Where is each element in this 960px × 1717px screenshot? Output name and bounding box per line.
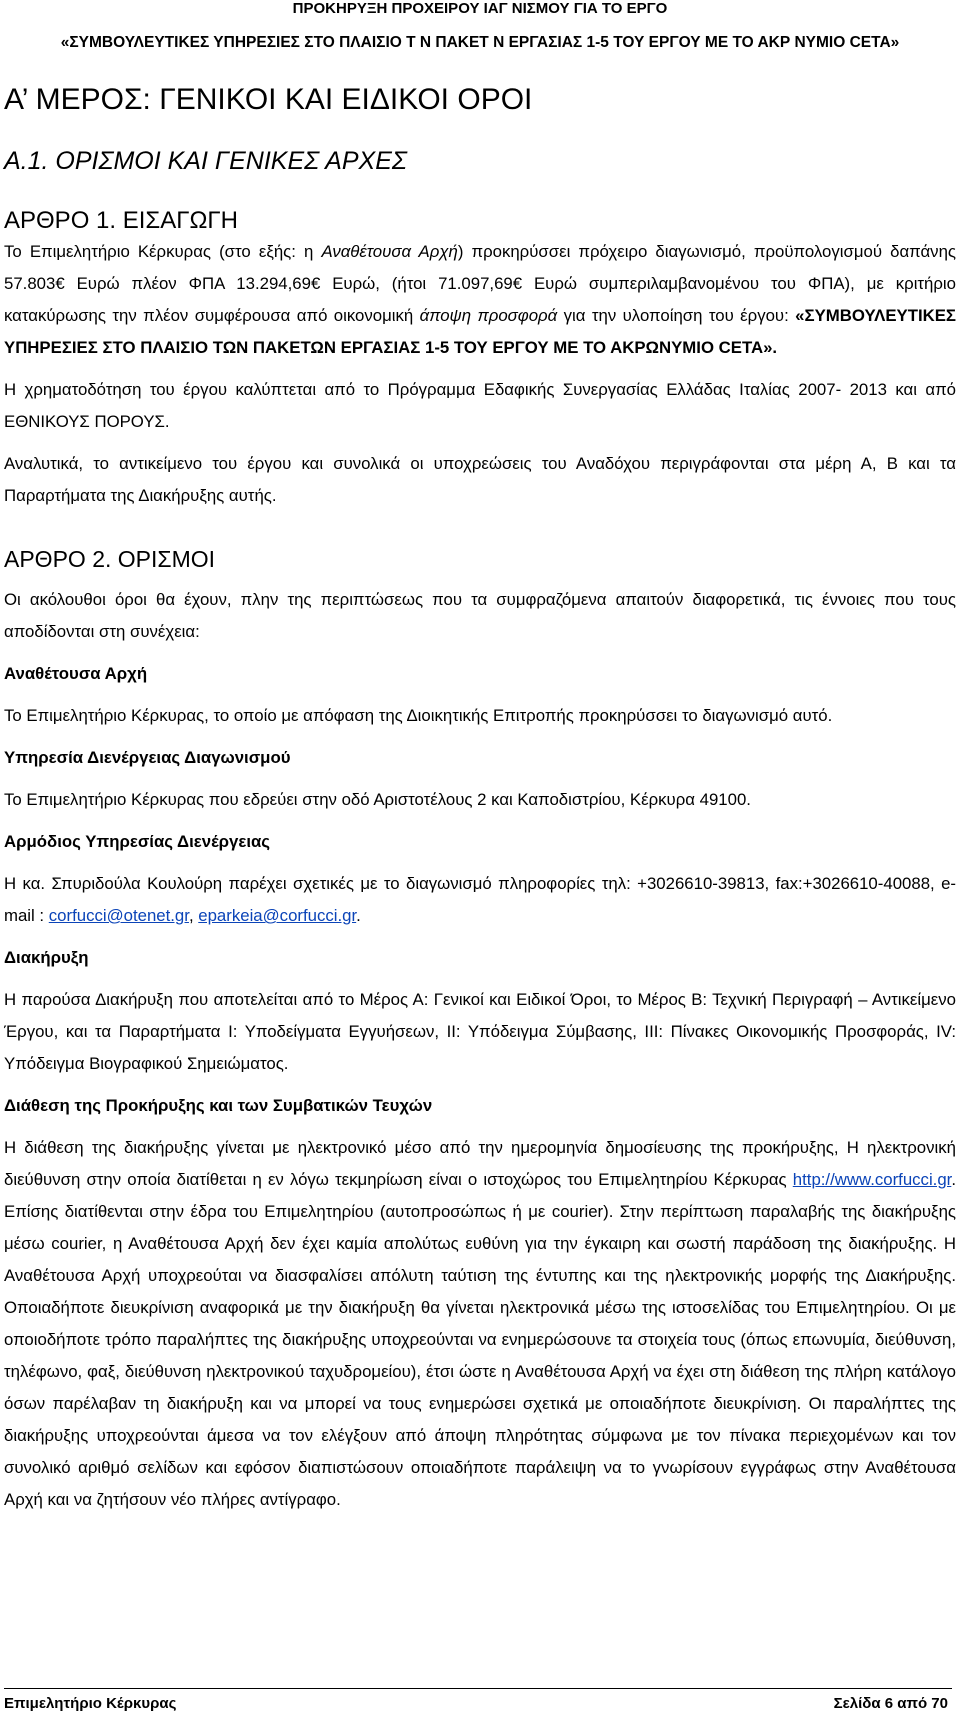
section-title: Α.1. ΟΡΙΣΜΟΙ ΚΑΙ ΓΕΝΙΚΕΣ ΑΡΧΕΣ [4, 147, 407, 175]
website-link[interactable]: http://www.corfucci.gr [792, 1170, 952, 1189]
definition-contracting-authority: Το Επιμελητήριο Κέρκυρας, το οποίο με απόφαση της Διοικητικής Επιτροπής προκηρύσσει το διαγωνισμό αυτό. [4, 706, 833, 725]
text-run: Το Επιμελητήριο Κέρκυρας (στο εξής: η [4, 242, 322, 261]
text-run: . Επίσης διατίθενται στην έδρα του Επιμελητηρίου (αυτοπροσώπως ή με courier). Στην περίπτωση παραλαβής της διακήρυξης μέσω courier, η Αναθέτουσα Αρχή δεν έχει καμία απολύτως ευθύνη για την έγκαιρη και σωστή παράδοση της διακήρυξης. Η Αναθέτουσα Αρχή υποχρεούται να διασφαλίσει απόλυτη ταύτιση της έντυπης και της ηλεκτρονικής μορφής της Διακήρυξης. Οποιαδήποτε διευκρίνιση αναφορικά με την διακήρυξη θα γίνεται ηλεκτρονικά μέσω της ιστοσελίδας του Επιμελητηρίου. Οι με οποιοδήποτε τρόπο παραλήπτες της διακήρυξης υποχρεούνται να ενημερώσουνε τα στοιχεία τους (όπως επωνυμία, διεύθυνση, τηλέφωνο, φαξ, διεύθυνση ηλεκτρονικού ταχυδρομείου), έτσι ώστε η Αναθέτουσα Αρχή να έχει στη διάθεση της πλήρη κατάλογο όσων παρέλαβαν τη διακήρυξη και να μπορεί να τους ενημερώσει σχετικά με οποιαδήποτε διευκρίνιση. Οι παραλήπτες της διακήρυξης υποχρεούνται άμεσα να τον ελέγξουν από άποψη πληρότητας σύμφωνα με τον πίνακα περιεχομένων και τον συνολικό αριθμό σελίδων και εφόσον διαπιστώσουν οποιαδήποτε παράλειψη να το γνωρίσουν εγγράφως στην Αναθέτουσα Αρχή και να ζητήσουν νέο πλήρες αντίγραφο. [4, 1170, 956, 1509]
term-availability: Διάθεση της Προκήρυξης και των Συμβατικών Τευχών [4, 1096, 433, 1115]
article-1-paragraph-2: Η χρηματοδότηση του έργου καλύπτεται από το Πρόγραμμα Εδαφικής Συνεργασίας Ελλάδας Ιταλίας 2007- 2013 και από ΕΘΝΙΚΟΥΣ ΠΟΡΟΥΣ. [4, 380, 956, 431]
part-title: Α’ ΜΕΡΟΣ: ΓΕΝΙΚΟΙ ΚΑΙ ΕΙΔΙΚΟΙ ΟΡΟΙ [4, 83, 533, 116]
term-conducting-service: Υπηρεσία Διενέργειας Διαγωνισμού [4, 748, 291, 767]
definition-availability [4, 1132, 956, 1516]
footer-organization: Επιμελητήριο Κέρκυρας [4, 1695, 177, 1712]
project-title-bold: «ΣΥΜΒΟΥΛΕΥΤΙΚΕΣ ΥΠΗΡΕΣΙΕΣ ΣΤΟ ΠΛΑΙΣΙΟ ΤΩΝ ΠΑΚΕΤΩΝ ΕΡΓΑΣΙΑΣ 1-5 ΤΟΥ ΕΡΓΟΥ ΜΕ ΤΟ ΑΚΡΩΝΥΜΙΟ CETA». [4, 306, 956, 357]
term-declaration: Διακήρυξη [4, 948, 89, 967]
article-1-paragraph-3: Αναλυτικά, το αντικείμενο του έργου και συνολικά οι υποχρεώσεις του Αναδόχου περιγράφονται στα μέρη Α, Β και τα Παραρτήματα της Διακήρυξης αυτής. [4, 454, 956, 505]
text-run: , [188, 906, 199, 925]
term-responsible-person: Αρμόδιος Υπηρεσίας Διενέργειας [4, 832, 271, 851]
text-run: . [356, 906, 361, 925]
term-contracting-authority: Αναθέτουσα Αρχή [4, 664, 148, 683]
header-line-2: «ΣΥΜΒΟΥΛΕΥΤΙΚΕΣ ΥΠΗΡΕΣΙΕΣ ΣΤΟ ΠΛΑΙΣΙΟ Τ Ν ΠΑΚΕΤ Ν ΕΡΓΑΣΙΑΣ 1-5 ΤΟΥ ΕΡΓΟΥ ΜΕ ΤΟ ΑΚΡ ΝΥΜΙΟ CETA» [60, 34, 900, 51]
text-run: ) προκηρύσσει πρόχειρο διαγωνισμό, προϋπολογισμού δαπάνης 57.803€ Ευρώ πλέον ΦΠΑ 13.294,69€ Ευρώ, (ήτοι 71.097,69€ Ευρώ συμπεριλαμβανομένου του ΦΠΑ), με κριτήριο κατακύρωσης την πλέον συμφέρουσα από οικονομική [4, 242, 956, 325]
definition-responsible-person [4, 868, 956, 932]
page-footer [4, 1688, 952, 1712]
article-2-title: ΑΡΘΡΟ 2. ΟΡΙΣΜΟΙ [4, 546, 216, 572]
text-run: Η διάθεση της διακήρυξης γίνεται με ηλεκτρονικό μέσο από την ημερομηνία δημοσίευσης της προκήρυξης, Η ηλεκτρονική διεύθυνση στην οποία διατίθεται η εν λόγω τεκμηρίωση είναι ο ιστοχώρος του Επιμελητηρίου Κέρκυρας [4, 1138, 956, 1189]
article-2-intro: Οι ακόλουθοι όροι θα έχουν, πλην της περιπτώσεως που τα συμφραζόμενα απαιτούν διαφορετικά, τις έννοιες που τους αποδίδονται στη συνέχεια: [4, 590, 956, 641]
email-link-1[interactable]: corfucci@otenet.gr [48, 906, 189, 925]
text-run: για την υλοποίηση του έργου: [557, 306, 796, 325]
email-link-2[interactable]: eparkeia@corfucci.gr [198, 906, 357, 925]
definition-conducting-service: Το Επιμελητήριο Κέρκυρας που εδρεύει στην οδό Αριστοτέλους 2 και Καποδιστρίου, Κέρκυρα 49100. [4, 790, 751, 809]
text-run: Η κα. Σπυριδούλα Κουλούρη παρέχει σχετικές με το διαγωνισμό πληροφορίες τηλ: +3026610-39813, fax:+3026610-40088, e-mail : [4, 874, 956, 925]
document-body [4, 82, 956, 1516]
article-1-paragraph-1 [4, 236, 956, 364]
italic-run: Αναθέτουσα Αρχή [321, 242, 458, 261]
article-1-title: ΑΡΘΡΟ 1. ΕΙΣΑΓΩΓΗ [4, 207, 238, 234]
definition-declaration: Η παρούσα Διακήρυξη που αποτελείται από το Μέρος Α: Γενικοί και Ειδικοί Όροι, το Μέρος Β: Τεχνική Περιγραφή – Αντικείμενο Έργου, και τα Παραρτήματα Ι: Υποδείγματα Εγγυήσεων, ΙΙ: Υπόδειγμα Σύμβασης, ΙΙΙ: Πίνακες Οικονομικής Προσφοράς, IV: Υπόδειγμα Βιογραφικού Σημειώματος. [4, 990, 956, 1073]
italic-run: άποψη προσφορά [419, 306, 558, 325]
footer-page-number: Σελίδα 6 από 70 [833, 1695, 948, 1712]
header-line-1: ΠΡΟΚΗΡΥΞΗ ΠΡΟΧΕΙΡΟΥ ΙΑΓ ΝΙΣΜΟΥ ΓΙΑ ΤΟ ΕΡΓΟ [292, 0, 668, 17]
